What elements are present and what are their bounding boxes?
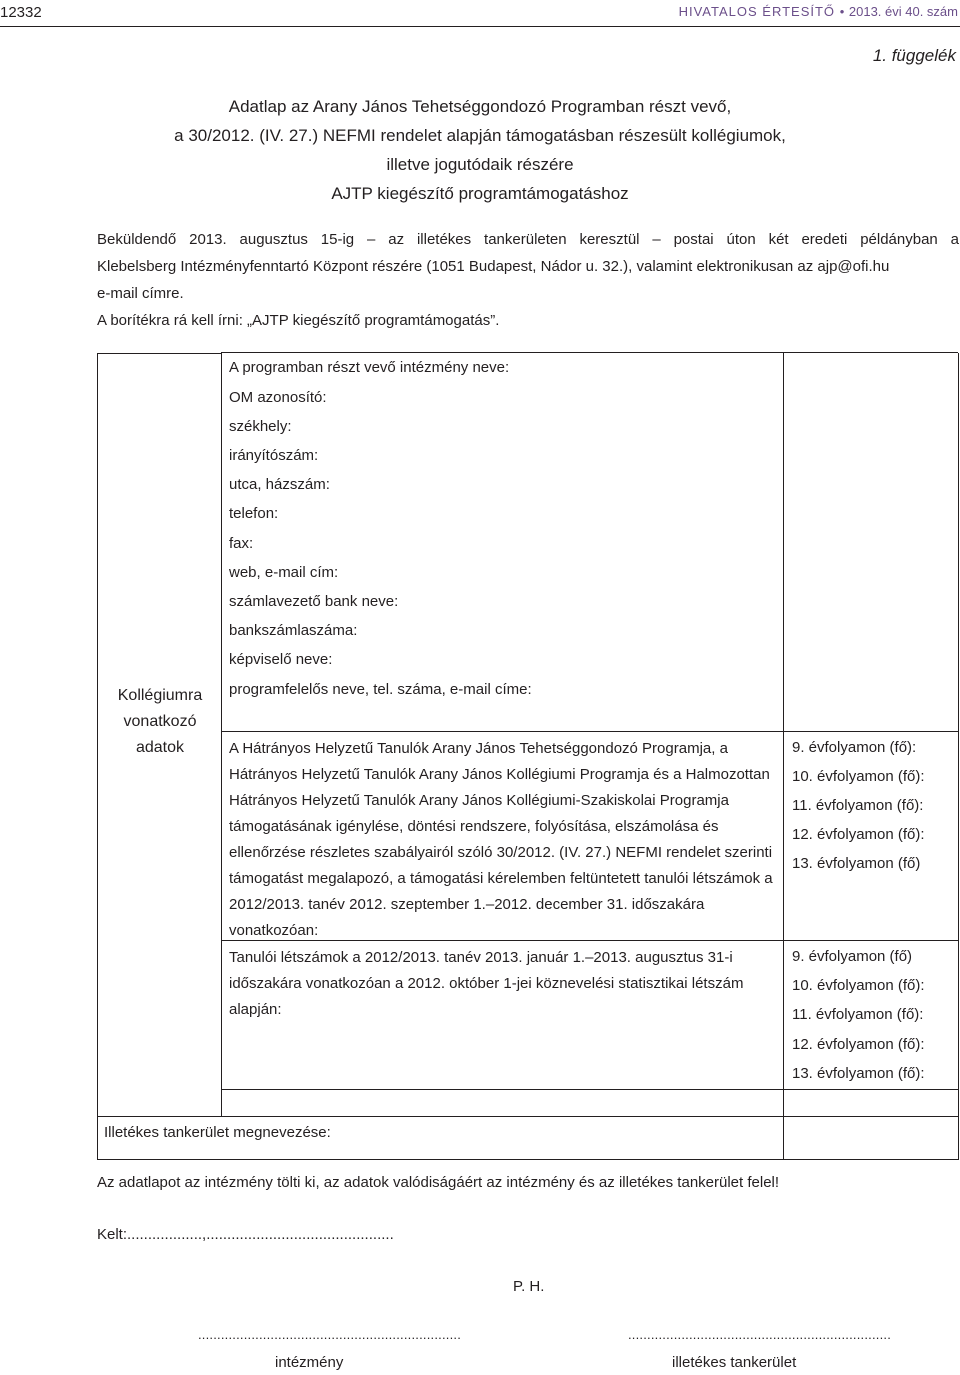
title-line: AJTP kiegészítő programtámogatáshoz [331, 184, 629, 203]
count-grade-10: 10. évfolyamon (fő): [792, 977, 925, 994]
field-street: utca, házszám: [229, 476, 330, 493]
issue-number: 2013. évi 40. szám [848, 4, 958, 19]
field-web-email: web, e-mail cím: [229, 564, 339, 581]
signature-line-district: ..................................................................... [628, 1327, 892, 1342]
title-line: Adatlap az Arany János Tehetséggondozó Programban részt vevő, [228, 97, 732, 116]
intro-line: Beküldendő 2013. augusztus 15-ig – az illetékes tankerületen keresztül – postai úton két eredeti példányban a [97, 231, 959, 248]
table-border [97, 1159, 959, 1160]
support-paragraph: A Hátrányos Helyzetű Tanulók Arany János Tehetséggondozó Programja, a Hátrányos Helyzetű Tanulók Arany János Kollégiumi Programja és a Halmozottan Hátrányos Helyzetű Tanulók Arany János Kollégiumi-Szakiskolai Programja támogatásának igénylése, döntési rendszere, folyósítása, elszámolása és ellenőrzése részletes szabályairól szóló 30/2012. (IV. 27.) NEFMI rendelet szerinti támogatást megalapozó, a támogatási kérelemben feltüntetett tanulói létszámok a 2012/2013. tanév 2012. szeptember 1.–2012. december 31. időszakára vonatkozóan: [229, 740, 773, 939]
publication-header [679, 4, 958, 19]
field-bank-account: bankszámlaszáma: [229, 622, 358, 639]
intro-line: A borítékra rá kell írni: „AJTP kiegészítő programtámogatás”. [97, 312, 500, 329]
count-grade-12: 12. évfolyamon (fő): [792, 1036, 925, 1053]
field-om-id: OM azonosító: [229, 389, 327, 406]
date-line: Kelt:..................,............................................. [97, 1226, 394, 1243]
field-bank-name: számlavezető bank neve: [229, 593, 399, 610]
support-grade-13: 13. évfolyamon (fő) [792, 855, 921, 872]
title-line: a 30/2012. (IV. 27.) NEFMI rendelet alapján támogatásban részesült kollégiumok, [174, 126, 786, 145]
header-rule [0, 26, 960, 27]
support-grade-10: 10. évfolyamon (fő): [792, 768, 925, 785]
field-program-manager: programfelelős neve, tel. száma, e-mail címe: [229, 681, 532, 698]
signature-line-institution: ..................................................................... [198, 1327, 462, 1342]
field-representative: képviselő neve: [229, 651, 333, 668]
count-grade-11: 11. évfolyamon (fő): [792, 1006, 924, 1023]
table-border [97, 353, 98, 1159]
field-seat: székhely: [229, 418, 292, 435]
field-institution-name: A programban részt vevő intézmény neve: [229, 359, 510, 376]
table-border [958, 353, 959, 1159]
seal-placeholder: P. H. [513, 1278, 545, 1295]
document-title [0, 92, 960, 208]
intro-text [97, 226, 959, 334]
appendix-label: 1. függelék [872, 46, 956, 65]
responsibility-notice: Az adatlapot az intézmény tölti ki, az adatok valódiságáért az intézmény és az illetékes tankerület felel! [97, 1174, 780, 1191]
count-grade-9: 9. évfolyamon (fő) [792, 948, 913, 965]
table-border [221, 731, 958, 732]
dormitory-data-label: Kollégiumra vonatkozó adatok [117, 687, 203, 756]
intro-line: Klebelsberg Intézményfenntartó Központ részére (1051 Budapest, Nádor u. 32.), valamint elektronikusan az ajp@ofi.hu [97, 258, 890, 275]
table-border [783, 353, 784, 1159]
signature-label-district: illetékes tankerület [672, 1354, 797, 1371]
publication-name: HIVATALOS ÉRTESÍTŐ [678, 4, 836, 19]
table-border [221, 1089, 958, 1090]
table-border [221, 352, 958, 353]
field-fax: fax: [229, 535, 254, 552]
title-line: illetve jogutódaik részére [386, 155, 574, 174]
field-phone: telefon: [229, 505, 279, 522]
count-grade-13: 13. évfolyamon (fő): [792, 1065, 925, 1082]
support-grade-11: 11. évfolyamon (fő): [792, 797, 924, 814]
support-grade-9: 9. évfolyamon (fő): [792, 739, 917, 756]
field-postal-code: irányítószám: [229, 447, 319, 464]
field-school-district: Illetékes tankerület megnevezése: [104, 1124, 331, 1141]
table-border [221, 353, 222, 1117]
count-paragraph: Tanulói létszámok a 2012/2013. tanév 2013. január 1.–2013. augusztus 31-i időszakára vonatkozóan a 2012. október 1-jei köznevelési statisztikai létszám alapján: [229, 949, 744, 1018]
page-number: 12332 [0, 4, 42, 21]
support-grade-12: 12. évfolyamon (fő): [792, 826, 925, 843]
intro-line: e-mail címre. [97, 285, 184, 302]
table-border [97, 353, 221, 354]
signature-label-institution: intézmény [275, 1354, 344, 1371]
header-bullet: • [839, 4, 845, 19]
table-border [97, 1116, 958, 1117]
